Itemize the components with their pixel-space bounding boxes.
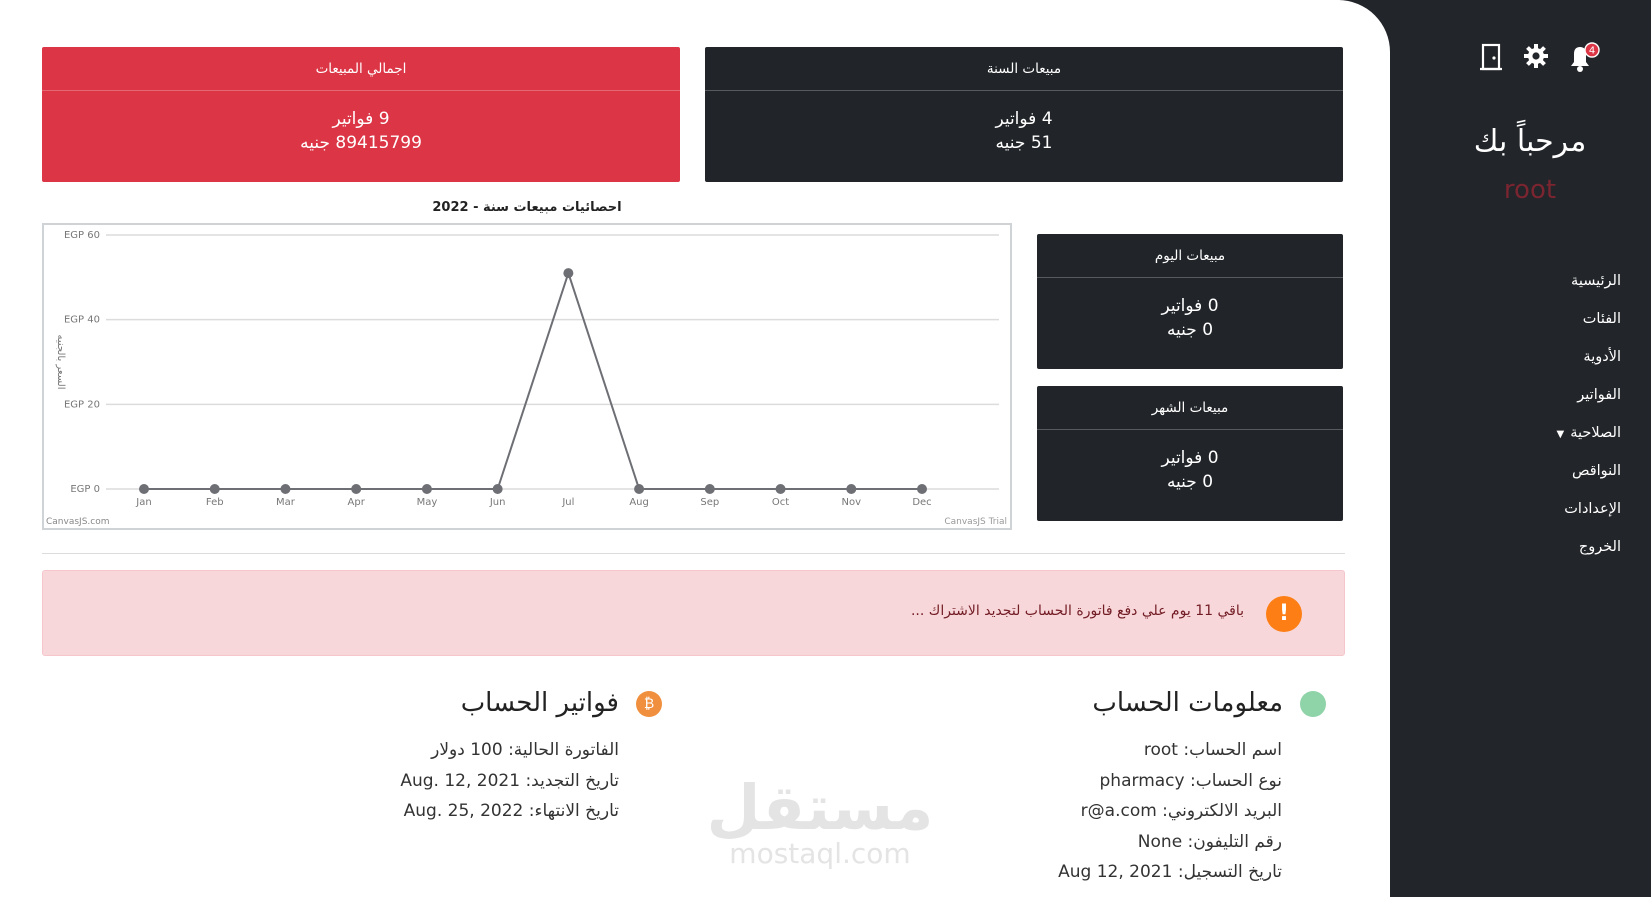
card-amount: 0 جنيه [1166,320,1214,340]
y-tick-label: EGP 20 [63,399,100,411]
data-point [139,484,149,494]
sidebar-item-medicines[interactable] [1401,343,1621,381]
data-point [634,484,644,494]
x-tick-label: Dec [912,497,932,508]
expiry-date: تاريخ الانتهاء: Aug. 25, 2022 [403,801,619,821]
x-tick-label: Oct [771,497,790,508]
account-registration-date: تاريخ التسجيل: Aug 12, 2021 [1058,862,1282,882]
total-sales-card [42,47,680,182]
card-invoices: 4 فواتير [995,109,1053,129]
series-line [144,273,922,489]
sidebar-item-label: الفئات [1582,311,1621,327]
logout-door-icon[interactable] [1478,42,1508,72]
caret-down-icon: ▼ [1556,429,1565,440]
sidebar-item-label: الأدوية [1583,349,1621,365]
account-type: نوع الحساب: pharmacy [1099,770,1282,791]
card-amount: 0 جنيه [1166,472,1214,492]
data-point [493,484,503,494]
card-invoices: 0 فواتير [1161,448,1219,468]
today-sales-card [1037,234,1343,369]
renewal-date: تاريخ التجديد: Aug. 12, 2021 [400,770,619,791]
sidebar-top-icons [1470,42,1610,76]
bell-icon[interactable] [1566,42,1596,72]
current-invoice: الفاتورة الحالية: 100 دولار [431,740,619,760]
welcome-text: مرحباً بك [1473,124,1587,159]
sidebar-item-settings[interactable] [1401,495,1621,533]
sidebar-item-label: الرئيسية [1571,273,1621,289]
sidebar-item-categories[interactable] [1401,305,1621,343]
sidebar-item-label: الصلاحية [1570,425,1621,441]
sidebar-item-label: الخروج [1578,539,1621,555]
data-point [563,268,573,278]
account-invoices-list [400,735,619,827]
card-amount: 51 جنيه [995,133,1053,153]
year-sales-card [705,47,1343,182]
sidebar-item-logout[interactable] [1401,533,1621,571]
card-title: مبيعات السنة [705,47,1343,91]
gear-icon[interactable] [1522,42,1552,72]
x-tick-label: Feb [205,497,224,508]
account-info-list [1058,735,1282,888]
sidebar-item-label: النواقص [1571,463,1621,479]
watermark-arabic: مستقل [706,771,934,844]
x-tick-label: Nov [841,497,862,508]
x-tick-label: Sep [700,497,720,508]
account-info-icon [1300,691,1326,717]
card-title: مبيعات اليوم [1037,234,1343,278]
card-title: مبيعات الشهر [1037,386,1343,430]
sidebar-item-label: الإعدادات [1564,501,1621,517]
bitcoin-icon: ₿ [636,691,662,717]
card-amount: 89415799 جنيه [300,133,422,153]
account-info-title: معلومات الحساب [1092,688,1283,718]
x-tick-label: Jul [562,497,575,508]
divider [42,553,1345,554]
data-point [776,484,786,494]
exclamation-icon: ! [1266,596,1302,632]
sidebar-item-label: الفواتير [1577,387,1621,403]
y-axis-label: السعر بالجنيه [55,334,66,390]
card-title: اجمالي المبيعات [42,47,680,91]
username: root [1503,175,1557,205]
y-tick-label: EGP 40 [63,314,100,326]
account-name: اسم الحساب: root [1143,740,1282,760]
month-sales-card [1037,386,1343,521]
x-tick-label: Mar [276,497,295,508]
y-tick-label: EGP 60 [63,230,100,241]
sales-chart [42,223,1012,530]
sidebar-item-home[interactable] [1401,267,1621,305]
watermark [700,771,940,870]
x-tick-label: Apr [347,497,365,508]
data-point [351,484,361,494]
account-email: البريد الالكتروني: r@a.com [1080,801,1282,821]
x-tick-label: Jan [136,497,152,508]
alert-message: باقي 11 يوم علي دفع فاتورة الحساب لتجديد الاشتراك ... [910,603,1244,619]
data-point [210,484,220,494]
sales-chart-svg [44,225,1010,528]
data-point [422,484,432,494]
card-invoices: 9 فواتير [332,109,390,129]
watermark-latin: mostaql.com [729,837,911,870]
chart-credit: CanvasJS.com [46,517,110,527]
account-invoices-title: فواتير الحساب [460,688,619,718]
card-invoices: 0 فواتير [1161,296,1219,316]
account-phone: رقم التليفون: None [1137,831,1282,852]
data-point [280,484,290,494]
x-tick-label: Aug [629,497,649,508]
chart-trial-text: CanvasJS Trial [944,517,1007,527]
sidebar-nav [1401,267,1621,571]
data-point [846,484,856,494]
sidebar-item-invoices[interactable] [1401,381,1621,419]
subscription-alert [42,570,1345,656]
sidebar-item-expiry[interactable] [1401,419,1621,457]
notification-count-badge: 4 [1588,45,1596,57]
chart-title: احصائيات مبيعات سنة - 2022 [432,200,622,215]
y-tick-label: EGP 0 [70,484,100,495]
x-tick-label: Jun [489,497,506,508]
x-tick-label: May [416,497,438,508]
data-point [705,484,715,494]
data-point [917,484,927,494]
sidebar-item-shortages[interactable] [1401,457,1621,495]
